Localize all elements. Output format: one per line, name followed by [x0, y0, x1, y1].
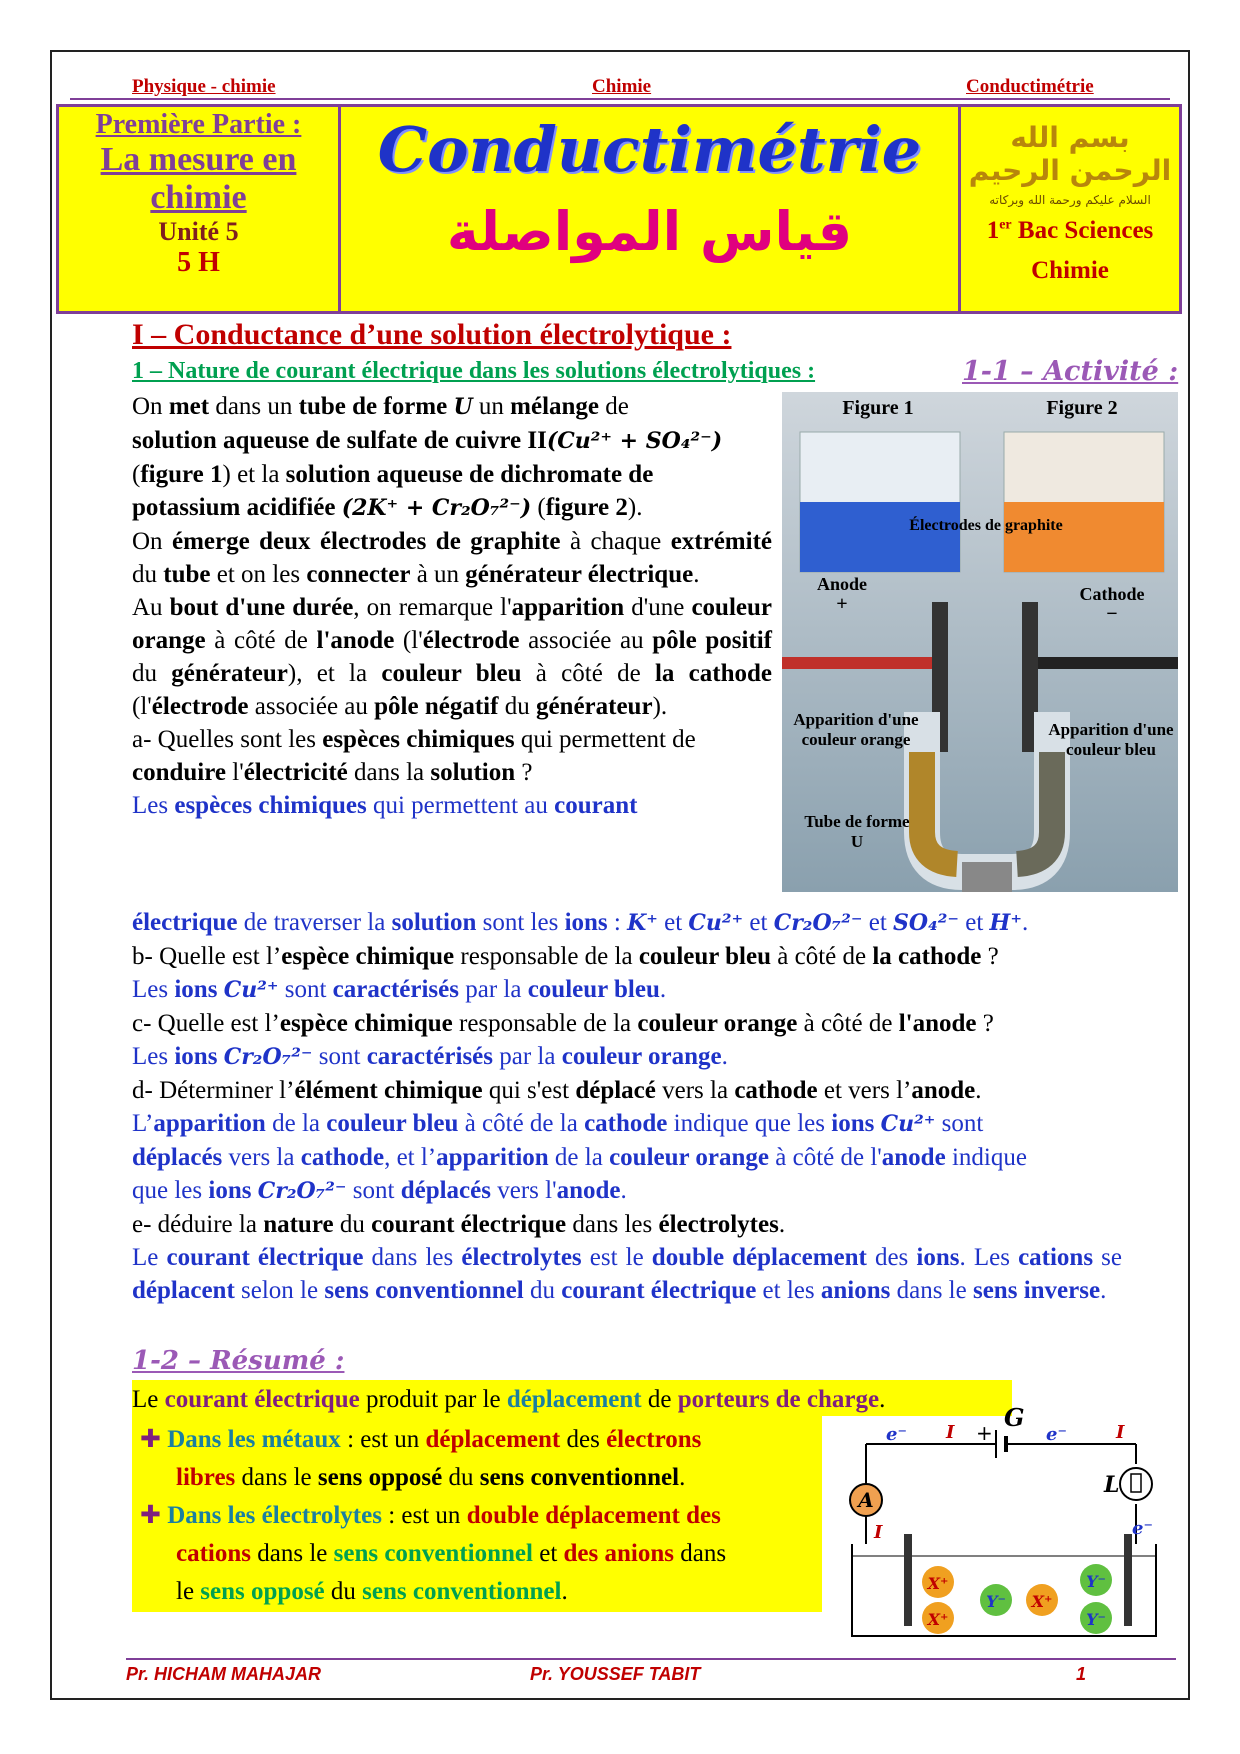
intro-line1: On met dans un tube de forme U un mélange de	[132, 393, 629, 420]
answer-a-line1: Les espèces chimiques qui permettent au courant	[132, 792, 638, 819]
electron-label-right: e⁻	[1046, 1424, 1067, 1445]
answer-b: Les ions Cu²⁺ sont caractérisés par la couleur bleu.	[132, 976, 667, 1003]
subject-line2: chimie	[150, 179, 247, 216]
experiment-figure	[782, 392, 1178, 892]
svg-text:X⁺: X⁺	[927, 1610, 949, 1629]
lamp-label: L	[1104, 1472, 1120, 1498]
anode-label: Anode	[816, 574, 868, 594]
answer-e: Le courant électrique dans les électrolytes est le double déplacement des ions. Les cations se déplacent selon le sens conventionnel du courant électrique et les anions dans le sens inverse.	[132, 1244, 1122, 1304]
cathode-minus: −	[1106, 603, 1118, 625]
summary-electrolytes-2: cations dans le sens conventionnel et des anions dans	[176, 1540, 727, 1567]
unit-label: Unité 5	[158, 217, 239, 246]
summary-intro: Le courant électrique produit par le déplacement de porteurs de charge.	[132, 1386, 886, 1413]
fig1-label: Figure 1	[842, 397, 914, 419]
header-topic: Conductimétrie	[966, 76, 1094, 97]
footer-author2: Pr. YOUSSEF TABIT	[530, 1664, 701, 1684]
current-label-left: I	[874, 1522, 883, 1543]
summary-electrolytes-3: le sens opposé du sens conventionnel.	[176, 1578, 568, 1605]
level-subject: Chimie	[1031, 257, 1109, 284]
anode-plus: +	[836, 593, 848, 615]
cuso4-formula: (Cu²⁺ + SO₄²⁻)	[546, 428, 723, 454]
page-number: 1	[1076, 1664, 1087, 1684]
main-title: Conductimétrie	[377, 113, 922, 186]
answer-c: Les ions Cr₂O₇²⁻ sont caractérisés par la couleur orange.	[132, 1043, 728, 1070]
orange-appearance-label: Apparition d'une couleur orange	[793, 710, 919, 749]
questions-block	[132, 906, 1172, 1307]
summary-metals-2: libres dans le sens opposé du sens conventionnel.	[176, 1464, 686, 1491]
answer-a-line2: électrique de traverser la solution sont les ions : K⁺ et Cu²⁺ et Cr₂O₇²⁻ et SO₄²⁻ et H⁺.	[132, 909, 1029, 936]
black-wire	[1038, 657, 1178, 669]
lamp-icon	[1120, 1468, 1152, 1500]
dichromate-formula: (2K⁺ + Cr₂O₇²⁻)	[341, 495, 532, 521]
intro-line3: (figure 1) et la solution aqueuse de dichromate de	[132, 461, 654, 488]
red-wire	[782, 657, 932, 669]
orange-solution	[1004, 502, 1164, 572]
title-center-cell	[341, 107, 961, 311]
subject-line1: La mesure en	[100, 141, 297, 178]
generator-label: G	[1004, 1404, 1025, 1432]
title-block	[56, 104, 1182, 314]
question-a: a- Quelles sont les espèces chimiques qui permettent de conduire l'électricité dans la solution ?	[132, 726, 696, 786]
arabic-title: قياس المواصلة	[446, 200, 853, 263]
section-subtitle: 1 – Nature de courant électrique dans les solutions électrolytiques :	[132, 358, 816, 384]
blue-solution	[800, 502, 960, 572]
question-e: e- déduire la nature du courant électrique dans les électrolytes.	[132, 1211, 786, 1238]
greeting-text: السلام عليكم ورحمة الله وبركاته	[989, 193, 1151, 207]
level-label: 1er Bac Sciences	[986, 217, 1154, 244]
electron-label-bottom: e⁻	[1132, 1518, 1153, 1539]
header-domain: Chimie	[592, 76, 652, 97]
question-c: c- Quelle est l’espèce chimique responsable de la couleur orange à côté de l'anode ?	[132, 1010, 994, 1037]
svg-text:X⁺: X⁺	[927, 1574, 949, 1593]
svg-text:Y⁻: Y⁻	[1086, 1610, 1106, 1629]
observation-paragraph: Au bout d'une durée, on remarque l'apparition d'une couleur orange à côté de l'anode (l'électrode associée au pôle positif du générateur), et la couleur bleu à côté de la cathode (l'électrode associée au pôle négatif du générateur).	[132, 594, 772, 720]
summary-title: 1-2 – Résumé :	[132, 1346, 345, 1376]
electron-label-left: e⁻	[886, 1424, 907, 1445]
anode-plate	[904, 1534, 912, 1626]
electrode-paragraph: On émerge deux électrodes de graphite à chaque extrémité du tube et on les connecter à un générateur électrique.	[132, 528, 772, 588]
activity-title: 1-1 – Activité :	[962, 356, 1179, 387]
svg-text:X⁺: X⁺	[1031, 1592, 1053, 1611]
fig2-label: Figure 2	[1046, 397, 1118, 419]
footer	[126, 1658, 1176, 1688]
title-right-cell	[961, 107, 1179, 311]
cathode-label: Cathode	[1079, 584, 1145, 604]
question-d: d- Déterminer l’élément chimique qui s'est déplacé vers la cathode et vers l’anode.	[132, 1077, 982, 1104]
footer-author1: Pr. HICHAM MAHAJAR	[126, 1664, 322, 1684]
current-label-right: I	[1116, 1422, 1125, 1443]
basmala-calligraphy: بسم الله الرحمن الرحيم	[968, 121, 1172, 187]
generator-plus: +	[976, 1421, 993, 1445]
svg-text:Y⁻: Y⁻	[1086, 1572, 1106, 1591]
ammeter-label: A	[858, 1488, 874, 1512]
hours-label: 5 H	[177, 247, 220, 278]
section-title: I – Conductance d’une solution électrolytique :	[132, 318, 732, 351]
activity-text	[132, 390, 772, 822]
intro-line2: solution aqueuse de sulfate de cuivre II(Cu²⁺ + SO₄²⁻)	[132, 427, 723, 454]
blue-appearance-label: Apparition d'une couleur bleu	[1048, 720, 1174, 759]
title-left-cell	[59, 107, 341, 311]
cathode-plate	[1124, 1534, 1132, 1626]
part-label: Première Partie :	[95, 109, 302, 140]
header-subject: Physique - chimie	[132, 76, 276, 97]
u-tube-label: Tube de forme U	[804, 812, 910, 851]
intro-line4: potassium acidifiée (2K⁺ + Cr₂O₇²⁻) (figure 2).	[132, 494, 643, 521]
electrodes-label: Électrodes de graphite	[909, 517, 1063, 534]
electrolysis-circuit	[846, 1404, 1176, 1644]
svg-text:Y⁻: Y⁻	[986, 1592, 1006, 1611]
answer-d: L’apparition de la couleur bleu à côté de la cathode indique que les ions Cu²⁺ sont déplacés vers la cathode, et l’apparition de la couleur orange à côté de l'anode indique que les ions Cr₂O₇²⁻ sont déplacés vers l'anode.	[132, 1110, 1027, 1204]
header-bar	[70, 76, 1170, 100]
summary-metals: ✚ Dans les métaux : est un déplacement des électrons	[140, 1426, 702, 1453]
question-b: b- Quelle est l’espèce chimique responsable de la couleur bleu à côté de la cathode ?	[132, 943, 999, 970]
current-label-top: I	[946, 1422, 955, 1443]
summary-electrolytes: ✚ Dans les électrolytes : est un double déplacement des	[140, 1502, 721, 1529]
